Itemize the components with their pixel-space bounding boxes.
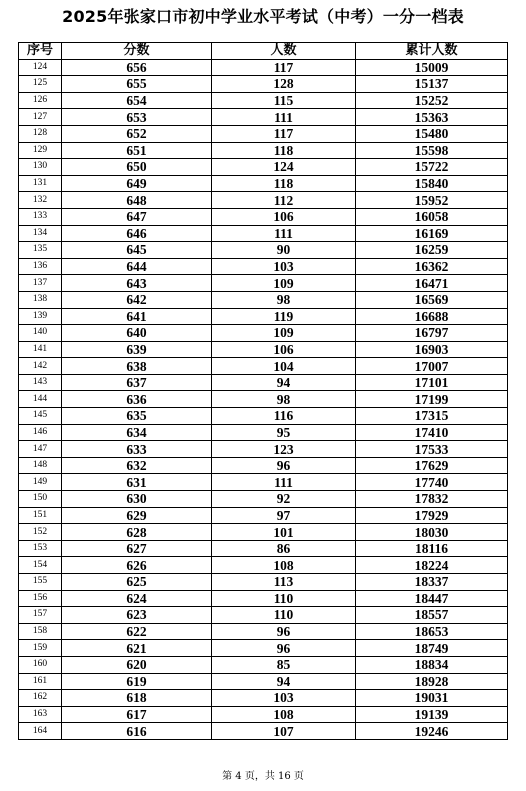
cell-index: 159	[19, 640, 62, 657]
cell-count: 113	[212, 574, 356, 591]
cell-index: 134	[19, 225, 62, 242]
cell-score: 637	[62, 374, 212, 391]
table-row	[19, 275, 508, 292]
cell-index: 156	[19, 590, 62, 607]
cell-index: 150	[19, 491, 62, 508]
table-row	[19, 341, 508, 358]
table-body	[19, 59, 508, 739]
cell-cumulative: 15252	[356, 92, 508, 109]
header-cumulative: 累计人数	[356, 43, 508, 60]
table-row	[19, 491, 508, 508]
cell-index: 133	[19, 208, 62, 225]
cell-cumulative: 16903	[356, 341, 508, 358]
cell-score: 616	[62, 723, 212, 740]
cell-score: 627	[62, 540, 212, 557]
table-row	[19, 507, 508, 524]
cell-index: 136	[19, 258, 62, 275]
cell-index: 153	[19, 540, 62, 557]
table-row	[19, 690, 508, 707]
cell-score: 647	[62, 208, 212, 225]
table-row	[19, 358, 508, 375]
cell-count: 96	[212, 623, 356, 640]
cell-index: 139	[19, 308, 62, 325]
cell-score: 638	[62, 358, 212, 375]
cell-cumulative: 15363	[356, 109, 508, 126]
table-row	[19, 607, 508, 624]
cell-cumulative: 18116	[356, 540, 508, 557]
cell-score: 621	[62, 640, 212, 657]
cell-count: 90	[212, 242, 356, 259]
cell-cumulative: 18224	[356, 557, 508, 574]
table-row	[19, 175, 508, 192]
cell-count: 117	[212, 125, 356, 142]
table-row	[19, 391, 508, 408]
table-row	[19, 208, 508, 225]
cell-score: 623	[62, 607, 212, 624]
cell-index: 130	[19, 159, 62, 176]
cell-count: 96	[212, 457, 356, 474]
cell-cumulative: 16259	[356, 242, 508, 259]
cell-score: 648	[62, 192, 212, 209]
cell-index: 158	[19, 623, 62, 640]
cell-cumulative: 15598	[356, 142, 508, 159]
cell-count: 111	[212, 474, 356, 491]
cell-index: 137	[19, 275, 62, 292]
cell-index: 148	[19, 457, 62, 474]
cell-count: 108	[212, 706, 356, 723]
cell-index: 128	[19, 125, 62, 142]
cell-index: 161	[19, 673, 62, 690]
table-row	[19, 109, 508, 126]
cell-count: 124	[212, 159, 356, 176]
cell-index: 163	[19, 706, 62, 723]
cell-score: 642	[62, 291, 212, 308]
cell-index: 155	[19, 574, 62, 591]
cell-cumulative: 19031	[356, 690, 508, 707]
table-row	[19, 142, 508, 159]
cell-count: 112	[212, 192, 356, 209]
cell-cumulative: 17533	[356, 441, 508, 458]
cell-cumulative: 16797	[356, 325, 508, 342]
cell-count: 92	[212, 491, 356, 508]
cell-count: 103	[212, 690, 356, 707]
cell-score: 634	[62, 424, 212, 441]
cell-count: 118	[212, 142, 356, 159]
cell-index: 141	[19, 341, 62, 358]
cell-index: 135	[19, 242, 62, 259]
table-header-row	[19, 43, 508, 60]
cell-index: 144	[19, 391, 62, 408]
table-row	[19, 723, 508, 740]
table-row	[19, 59, 508, 76]
cell-cumulative: 19139	[356, 706, 508, 723]
cell-index: 154	[19, 557, 62, 574]
cell-count: 111	[212, 225, 356, 242]
cell-index: 126	[19, 92, 62, 109]
cell-score: 626	[62, 557, 212, 574]
cell-cumulative: 18557	[356, 607, 508, 624]
header-count: 人数	[212, 43, 356, 60]
cell-score: 625	[62, 574, 212, 591]
cell-cumulative: 15137	[356, 76, 508, 93]
table-row	[19, 524, 508, 541]
cell-count: 110	[212, 607, 356, 624]
table-row	[19, 325, 508, 342]
cell-cumulative: 15952	[356, 192, 508, 209]
cell-count: 111	[212, 109, 356, 126]
cell-score: 650	[62, 159, 212, 176]
cell-cumulative: 18337	[356, 574, 508, 591]
cell-score: 649	[62, 175, 212, 192]
cell-count: 117	[212, 59, 356, 76]
table-row	[19, 92, 508, 109]
table-row	[19, 673, 508, 690]
cell-count: 101	[212, 524, 356, 541]
cell-count: 95	[212, 424, 356, 441]
cell-index: 145	[19, 408, 62, 425]
cell-score: 635	[62, 408, 212, 425]
cell-index: 142	[19, 358, 62, 375]
cell-count: 98	[212, 291, 356, 308]
cell-count: 94	[212, 374, 356, 391]
table-row	[19, 590, 508, 607]
cell-score: 639	[62, 341, 212, 358]
cell-score: 640	[62, 325, 212, 342]
cell-score: 651	[62, 142, 212, 159]
table-row	[19, 408, 508, 425]
cell-score: 618	[62, 690, 212, 707]
table-row	[19, 125, 508, 142]
cell-cumulative: 16688	[356, 308, 508, 325]
cell-index: 149	[19, 474, 62, 491]
cell-cumulative: 15722	[356, 159, 508, 176]
cell-score: 655	[62, 76, 212, 93]
table-row	[19, 623, 508, 640]
cell-cumulative: 17007	[356, 358, 508, 375]
table-row	[19, 474, 508, 491]
cell-score: 624	[62, 590, 212, 607]
table-row	[19, 159, 508, 176]
table-row	[19, 540, 508, 557]
cell-cumulative: 18030	[356, 524, 508, 541]
cell-cumulative: 16058	[356, 208, 508, 225]
cell-index: 124	[19, 59, 62, 76]
header-score: 分数	[62, 43, 212, 60]
cell-index: 157	[19, 607, 62, 624]
cell-cumulative: 17929	[356, 507, 508, 524]
cell-index: 164	[19, 723, 62, 740]
cell-cumulative: 15009	[356, 59, 508, 76]
cell-count: 119	[212, 308, 356, 325]
page-footer: 第 4 页，共 16 页	[222, 771, 304, 782]
cell-score: 641	[62, 308, 212, 325]
cell-count: 109	[212, 275, 356, 292]
cell-score: 631	[62, 474, 212, 491]
cell-index: 138	[19, 291, 62, 308]
table-row	[19, 76, 508, 93]
cell-index: 152	[19, 524, 62, 541]
cell-cumulative: 17101	[356, 374, 508, 391]
cell-cumulative: 18447	[356, 590, 508, 607]
cell-count: 96	[212, 640, 356, 657]
score-table	[18, 42, 508, 740]
cell-index: 160	[19, 656, 62, 673]
table-row	[19, 706, 508, 723]
table-row	[19, 574, 508, 591]
table-row	[19, 242, 508, 259]
cell-count: 85	[212, 656, 356, 673]
cell-index: 140	[19, 325, 62, 342]
cell-score: 652	[62, 125, 212, 142]
cell-count: 104	[212, 358, 356, 375]
cell-count: 86	[212, 540, 356, 557]
cell-score: 645	[62, 242, 212, 259]
cell-score: 644	[62, 258, 212, 275]
cell-score: 646	[62, 225, 212, 242]
table-row	[19, 424, 508, 441]
cell-count: 116	[212, 408, 356, 425]
cell-cumulative: 16471	[356, 275, 508, 292]
cell-index: 143	[19, 374, 62, 391]
table-row	[19, 457, 508, 474]
cell-score: 656	[62, 59, 212, 76]
cell-cumulative: 19246	[356, 723, 508, 740]
cell-score: 622	[62, 623, 212, 640]
cell-cumulative: 16169	[356, 225, 508, 242]
table-row	[19, 557, 508, 574]
cell-count: 109	[212, 325, 356, 342]
cell-count: 94	[212, 673, 356, 690]
cell-index: 131	[19, 175, 62, 192]
cell-score: 636	[62, 391, 212, 408]
table-row	[19, 291, 508, 308]
cell-cumulative: 15840	[356, 175, 508, 192]
cell-cumulative: 17832	[356, 491, 508, 508]
cell-count: 106	[212, 341, 356, 358]
cell-cumulative: 17629	[356, 457, 508, 474]
table-row	[19, 441, 508, 458]
cell-cumulative: 17740	[356, 474, 508, 491]
cell-score: 653	[62, 109, 212, 126]
cell-cumulative: 17315	[356, 408, 508, 425]
cell-count: 103	[212, 258, 356, 275]
cell-score: 630	[62, 491, 212, 508]
cell-score: 619	[62, 673, 212, 690]
table-row	[19, 640, 508, 657]
cell-count: 98	[212, 391, 356, 408]
cell-score: 629	[62, 507, 212, 524]
cell-count: 123	[212, 441, 356, 458]
cell-cumulative: 15480	[356, 125, 508, 142]
cell-cumulative: 17199	[356, 391, 508, 408]
cell-score: 617	[62, 706, 212, 723]
cell-index: 129	[19, 142, 62, 159]
table-row	[19, 225, 508, 242]
cell-count: 97	[212, 507, 356, 524]
cell-count: 107	[212, 723, 356, 740]
cell-count: 110	[212, 590, 356, 607]
cell-count: 128	[212, 76, 356, 93]
cell-cumulative: 18653	[356, 623, 508, 640]
table-row	[19, 308, 508, 325]
cell-index: 127	[19, 109, 62, 126]
cell-cumulative: 17410	[356, 424, 508, 441]
cell-score: 628	[62, 524, 212, 541]
cell-count: 115	[212, 92, 356, 109]
cell-cumulative: 18749	[356, 640, 508, 657]
cell-index: 151	[19, 507, 62, 524]
page-title: 2025年张家口市初中学业水平考试（中考）一分一档表	[62, 7, 464, 26]
table-row	[19, 192, 508, 209]
cell-score: 654	[62, 92, 212, 109]
cell-index: 132	[19, 192, 62, 209]
table-row	[19, 258, 508, 275]
cell-count: 106	[212, 208, 356, 225]
cell-cumulative: 18928	[356, 673, 508, 690]
cell-index: 162	[19, 690, 62, 707]
cell-score: 620	[62, 656, 212, 673]
table-row	[19, 374, 508, 391]
cell-count: 108	[212, 557, 356, 574]
cell-cumulative: 18834	[356, 656, 508, 673]
table-row	[19, 656, 508, 673]
cell-index: 146	[19, 424, 62, 441]
cell-index: 147	[19, 441, 62, 458]
cell-cumulative: 16362	[356, 258, 508, 275]
cell-score: 633	[62, 441, 212, 458]
header-index: 序号	[19, 43, 62, 60]
cell-count: 118	[212, 175, 356, 192]
cell-score: 643	[62, 275, 212, 292]
cell-cumulative: 16569	[356, 291, 508, 308]
cell-index: 125	[19, 76, 62, 93]
cell-score: 632	[62, 457, 212, 474]
